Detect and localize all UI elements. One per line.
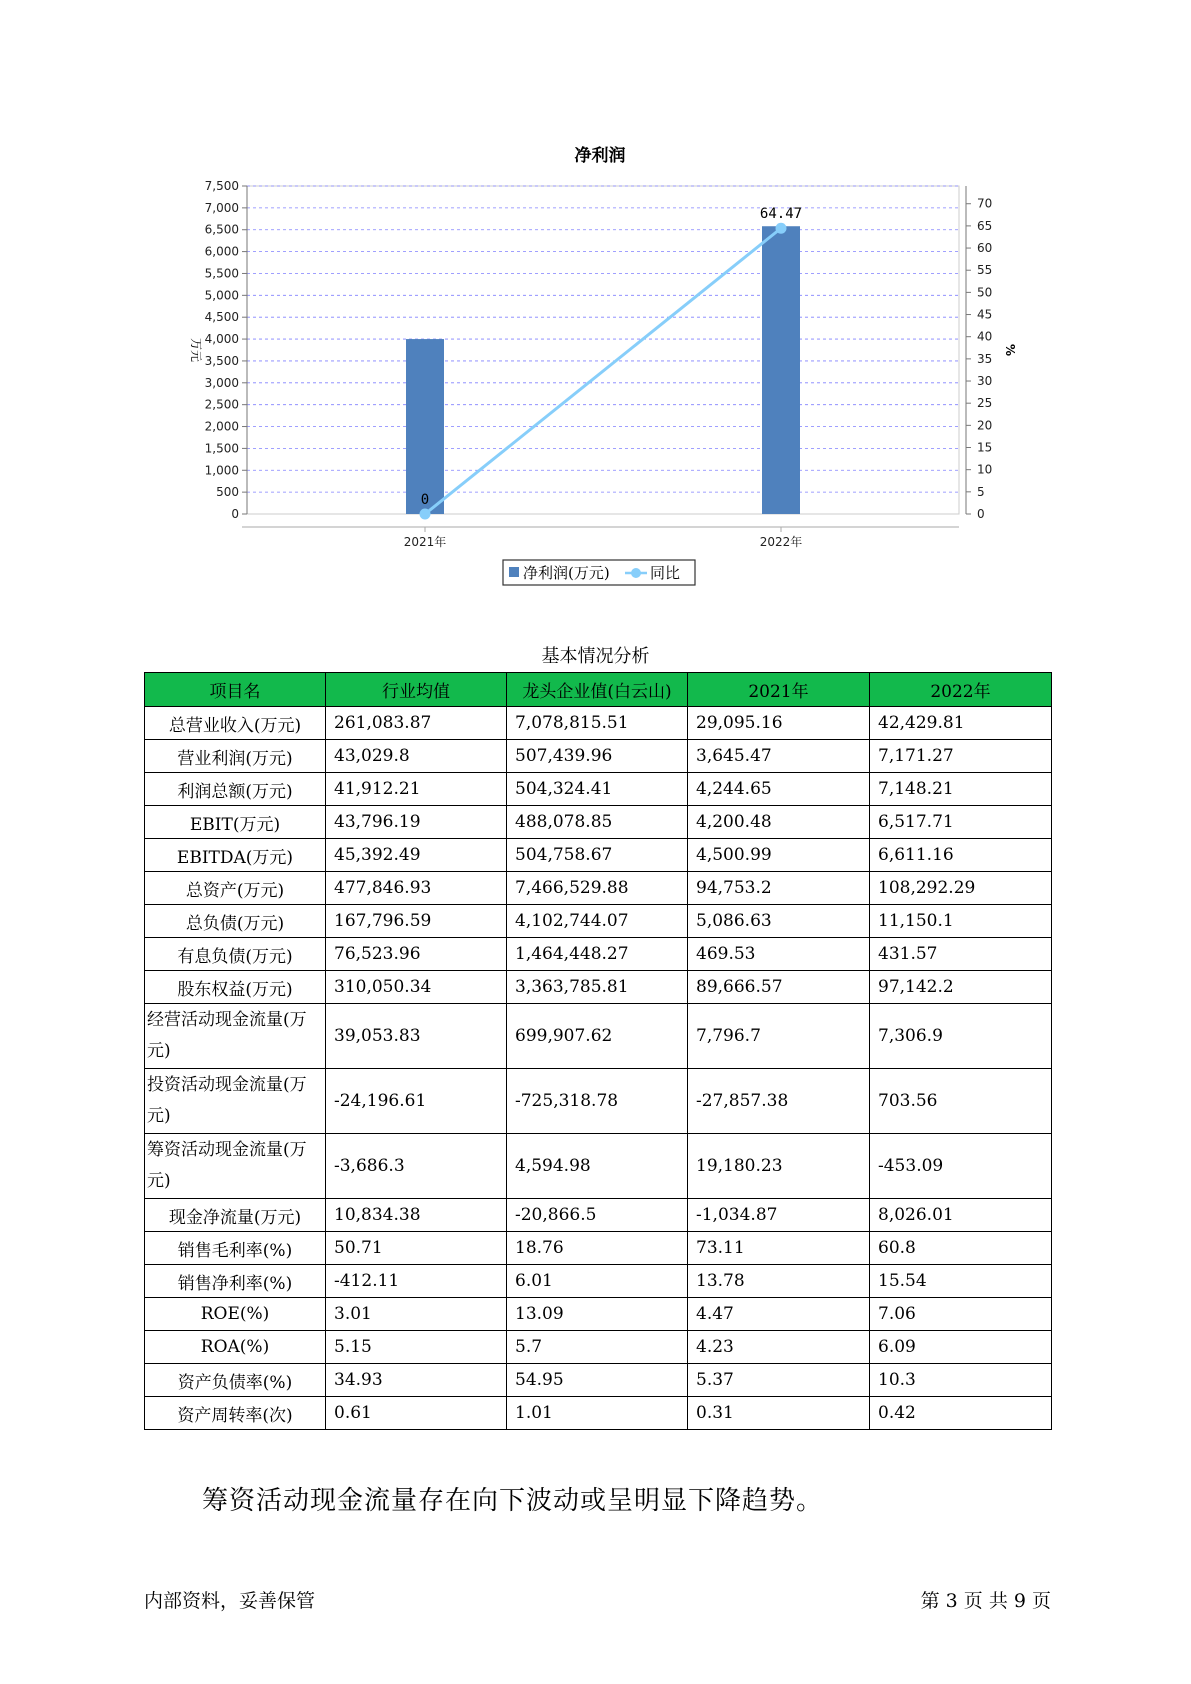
table-cell: 4,102,744.07 bbox=[507, 905, 688, 938]
y-tick-label: 3,000 bbox=[204, 375, 239, 390]
table-cell: 4,200.48 bbox=[688, 806, 870, 839]
y-right-tick-label: 20 bbox=[977, 418, 993, 433]
y-right-tick-label: 40 bbox=[977, 329, 993, 344]
header-2022: 2022年 bbox=[870, 673, 1052, 707]
table-row bbox=[145, 1265, 1052, 1298]
y-right-tick-label: 65 bbox=[977, 218, 993, 233]
table-cell: 11,150.1 bbox=[870, 905, 1052, 938]
y-right-tick-label: 55 bbox=[977, 263, 993, 278]
table-row bbox=[145, 1232, 1052, 1265]
table-cell: -20,866.5 bbox=[507, 1199, 688, 1232]
legend-bar-swatch bbox=[509, 567, 519, 577]
y-right-tick-label: 0 bbox=[977, 507, 985, 521]
yoy-data-label: 0 bbox=[420, 492, 430, 508]
row-label: EBIT(万元) bbox=[145, 806, 326, 839]
table-cell: 310,050.34 bbox=[326, 971, 507, 1004]
row-label: 营业利润(万元) bbox=[145, 740, 326, 773]
table-cell: 29,095.16 bbox=[688, 707, 870, 740]
y-axis-left-ticks bbox=[205, 179, 247, 521]
table-cell: 4,594.98 bbox=[507, 1134, 688, 1199]
y-tick-label: 6,000 bbox=[204, 244, 239, 259]
table-cell: 1.01 bbox=[507, 1397, 688, 1430]
table-cell: 477,846.93 bbox=[326, 872, 507, 905]
table-caption: 基本情况分析 bbox=[541, 646, 650, 667]
table-cell: 19,180.23 bbox=[688, 1134, 870, 1199]
row-label: 资产负债率(%) bbox=[145, 1364, 326, 1397]
y-tick-label: 7,500 bbox=[204, 179, 239, 193]
y-tick-label: 4,000 bbox=[204, 332, 239, 347]
y-axis-right-ticks bbox=[966, 197, 992, 521]
yoy-point-2 bbox=[776, 223, 787, 234]
grid-lines bbox=[247, 186, 959, 492]
table-cell: 469.53 bbox=[688, 938, 870, 971]
table-cell: 5,086.63 bbox=[688, 905, 870, 938]
y-right-tick-label: 35 bbox=[977, 351, 993, 366]
table-cell: 5.15 bbox=[326, 1331, 507, 1364]
table-cell: -24,196.61 bbox=[326, 1069, 507, 1134]
y-right-tick-label: 25 bbox=[977, 396, 993, 411]
bar-2 bbox=[762, 226, 800, 514]
table-cell: 43,029.8 bbox=[326, 740, 507, 773]
y-tick-label: 5,000 bbox=[204, 288, 239, 303]
row-label: 销售净利率(%) bbox=[145, 1265, 326, 1298]
table-row bbox=[145, 773, 1052, 806]
table-cell: 431.57 bbox=[870, 938, 1052, 971]
table-row bbox=[145, 1331, 1052, 1364]
chart-title: 净利润 bbox=[574, 146, 626, 166]
table-cell: 504,324.41 bbox=[507, 773, 688, 806]
table-cell: 18.76 bbox=[507, 1232, 688, 1265]
table-row bbox=[145, 740, 1052, 773]
y-tick-label: 500 bbox=[216, 485, 239, 500]
table-cell: 1,464,448.27 bbox=[507, 938, 688, 971]
table-row bbox=[145, 839, 1052, 872]
table-row bbox=[145, 1397, 1052, 1430]
table-row bbox=[145, 1364, 1052, 1397]
table-cell: 45,392.49 bbox=[326, 839, 507, 872]
row-label: 筹资活动现金流量(万元) bbox=[145, 1134, 326, 1199]
table-cell: -412.11 bbox=[326, 1265, 507, 1298]
row-label: 股东权益(万元) bbox=[145, 971, 326, 1004]
table-cell: -27,857.38 bbox=[688, 1069, 870, 1134]
table-cell: 261,083.87 bbox=[326, 707, 507, 740]
table-cell: 7,796.7 bbox=[688, 1004, 870, 1069]
y-tick-label: 1,500 bbox=[204, 441, 239, 456]
table-cell: 3,363,785.81 bbox=[507, 971, 688, 1004]
y-tick-label: 1,000 bbox=[204, 463, 239, 478]
table-cell: 76,523.96 bbox=[326, 938, 507, 971]
header-2021: 2021年 bbox=[688, 673, 870, 707]
table-row bbox=[145, 707, 1052, 740]
row-label: ROA(%) bbox=[145, 1331, 326, 1364]
table-cell: 94,753.2 bbox=[688, 872, 870, 905]
table-cell: 39,053.83 bbox=[326, 1004, 507, 1069]
y-right-tick-label: 70 bbox=[977, 196, 993, 211]
table-cell: 4.47 bbox=[688, 1298, 870, 1331]
y-right-tick-label: 60 bbox=[977, 241, 993, 256]
table-cell: 50.71 bbox=[326, 1232, 507, 1265]
table-cell: 7.06 bbox=[870, 1298, 1052, 1331]
row-label: 资产周转率(次) bbox=[145, 1397, 326, 1430]
header-leader-value: 龙头企业值(白云山) bbox=[507, 673, 688, 707]
y-right-tick-label: 50 bbox=[977, 285, 993, 300]
y-right-tick-label: 5 bbox=[977, 484, 985, 499]
legend-bar-label: 净利润(万元) bbox=[523, 564, 610, 582]
row-label: 总负债(万元) bbox=[145, 905, 326, 938]
table-cell: 703.56 bbox=[870, 1069, 1052, 1134]
legend-line-label: 同比 bbox=[650, 564, 681, 582]
row-label: 有息负债(万元) bbox=[145, 938, 326, 971]
table-cell: 43,796.19 bbox=[326, 806, 507, 839]
table-cell: 6,517.71 bbox=[870, 806, 1052, 839]
table-cell: 89,666.57 bbox=[688, 971, 870, 1004]
header-industry-average: 行业均值 bbox=[326, 673, 507, 707]
table-cell: 0.61 bbox=[326, 1397, 507, 1430]
table-cell: 504,758.67 bbox=[507, 839, 688, 872]
table-header-row bbox=[145, 673, 1052, 707]
table-cell: 6.01 bbox=[507, 1265, 688, 1298]
table-cell: -453.09 bbox=[870, 1134, 1052, 1199]
yoy-point-1 bbox=[420, 509, 431, 520]
table-cell: 7,148.21 bbox=[870, 773, 1052, 806]
table-cell: 7,078,815.51 bbox=[507, 707, 688, 740]
chart-legend bbox=[503, 560, 695, 585]
table-cell: 13.09 bbox=[507, 1298, 688, 1331]
table-cell: 41,912.21 bbox=[326, 773, 507, 806]
legend-line-marker bbox=[631, 568, 641, 578]
row-label: 总营业收入(万元) bbox=[145, 707, 326, 740]
table-row bbox=[145, 1298, 1052, 1331]
y-tick-label: 6,500 bbox=[204, 222, 239, 237]
line-series bbox=[420, 206, 803, 519]
table-row bbox=[145, 905, 1052, 938]
y-right-tick-label: 45 bbox=[977, 307, 993, 322]
table-row bbox=[145, 1134, 1052, 1199]
table-cell: 10.3 bbox=[870, 1364, 1052, 1397]
table-cell: 54.95 bbox=[507, 1364, 688, 1397]
row-label: 销售毛利率(%) bbox=[145, 1232, 326, 1265]
row-label: 投资活动现金流量(万元) bbox=[145, 1069, 326, 1134]
row-label: 现金净流量(万元) bbox=[145, 1199, 326, 1232]
table-cell: 6.09 bbox=[870, 1331, 1052, 1364]
body-text: 筹资活动现金流量存在向下波动或呈明显下降趋势。 bbox=[202, 1486, 824, 1516]
y-tick-label: 2,500 bbox=[204, 397, 239, 412]
table-cell: -3,686.3 bbox=[326, 1134, 507, 1199]
table-row bbox=[145, 1004, 1052, 1069]
y-tick-label: 0 bbox=[231, 507, 239, 521]
net-profit-chart bbox=[0, 0, 1191, 600]
table-row bbox=[145, 806, 1052, 839]
bar-1 bbox=[406, 339, 444, 514]
table-cell: 4.23 bbox=[688, 1331, 870, 1364]
table-cell: 42,429.81 bbox=[870, 707, 1052, 740]
table-cell: 0.31 bbox=[688, 1397, 870, 1430]
plot-area-border bbox=[247, 186, 959, 514]
row-label: 利润总额(万元) bbox=[145, 773, 326, 806]
y-tick-label: 7,000 bbox=[204, 200, 239, 215]
table-row bbox=[145, 938, 1052, 971]
table-cell: -1,034.87 bbox=[688, 1199, 870, 1232]
footer-page-number: 第 3 页 共 9 页 bbox=[920, 1590, 1051, 1612]
x-tick-label: 2022年 bbox=[759, 535, 803, 549]
table-cell: 167,796.59 bbox=[326, 905, 507, 938]
table-cell: 7,171.27 bbox=[870, 740, 1052, 773]
table-cell: 10,834.38 bbox=[326, 1199, 507, 1232]
table-cell: 5.7 bbox=[507, 1331, 688, 1364]
table-cell: -725,318.78 bbox=[507, 1069, 688, 1134]
y-tick-label: 3,500 bbox=[204, 353, 239, 368]
basic-analysis-table bbox=[144, 672, 1052, 1430]
y-tick-label: 5,500 bbox=[204, 266, 239, 281]
table-cell: 4,500.99 bbox=[688, 839, 870, 872]
table-cell: 5.37 bbox=[688, 1364, 870, 1397]
y-right-tick-label: 15 bbox=[977, 440, 993, 455]
y-axis-left-label: 万元 bbox=[189, 337, 203, 363]
header-item-name: 项目名 bbox=[145, 673, 326, 707]
table-row bbox=[145, 971, 1052, 1004]
table-cell: 8,026.01 bbox=[870, 1199, 1052, 1232]
y-tick-label: 4,500 bbox=[204, 310, 239, 325]
table-cell: 13.78 bbox=[688, 1265, 870, 1298]
table-cell: 4,244.65 bbox=[688, 773, 870, 806]
table-cell: 507,439.96 bbox=[507, 740, 688, 773]
table-cell: 7,306.9 bbox=[870, 1004, 1052, 1069]
table-cell: 7,466,529.88 bbox=[507, 872, 688, 905]
row-label: 经营活动现金流量(万元) bbox=[145, 1004, 326, 1069]
row-label: EBITDA(万元) bbox=[145, 839, 326, 872]
table-cell: 97,142.2 bbox=[870, 971, 1052, 1004]
y-right-tick-label: 10 bbox=[977, 462, 993, 477]
x-axis-ticks bbox=[404, 527, 803, 549]
table-cell: 0.42 bbox=[870, 1397, 1052, 1430]
y-axis-right-label: % bbox=[1003, 343, 1017, 357]
table-cell: 15.54 bbox=[870, 1265, 1052, 1298]
table-row bbox=[145, 872, 1052, 905]
row-label: 总资产(万元) bbox=[145, 872, 326, 905]
table-row bbox=[145, 1069, 1052, 1134]
yoy-data-label: 64.47 bbox=[759, 206, 803, 223]
table-cell: 60.8 bbox=[870, 1232, 1052, 1265]
y-tick-label: 2,000 bbox=[204, 419, 239, 434]
table-row bbox=[145, 1199, 1052, 1232]
yoy-line bbox=[425, 228, 781, 514]
x-tick-label: 2021年 bbox=[403, 535, 447, 549]
table-cell: 108,292.29 bbox=[870, 872, 1052, 905]
y-right-tick-label: 30 bbox=[977, 374, 993, 389]
table-cell: 6,611.16 bbox=[870, 839, 1052, 872]
row-label: ROE(%) bbox=[145, 1298, 326, 1331]
table-cell: 488,078.85 bbox=[507, 806, 688, 839]
table-cell: 73.11 bbox=[688, 1232, 870, 1265]
table-cell: 3,645.47 bbox=[688, 740, 870, 773]
table-cell: 3.01 bbox=[326, 1298, 507, 1331]
footer-confidential: 内部资料，妥善保管 bbox=[144, 1590, 316, 1612]
table-cell: 699,907.62 bbox=[507, 1004, 688, 1069]
table-cell: 34.93 bbox=[326, 1364, 507, 1397]
